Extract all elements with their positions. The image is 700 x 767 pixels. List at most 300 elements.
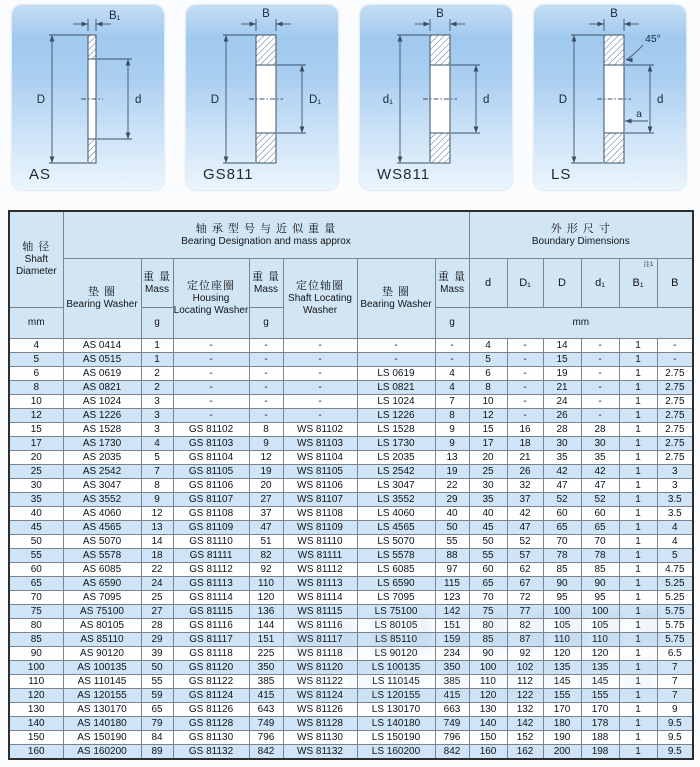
table-cell: 110 xyxy=(469,675,507,689)
table-cell: 78 xyxy=(581,549,619,563)
table-row xyxy=(9,717,693,731)
footnote-marker: 注1 xyxy=(643,261,654,268)
table-cell: 5 xyxy=(657,549,693,563)
table-cell: WS 81132 xyxy=(283,745,357,760)
table-cell: 97 xyxy=(435,563,469,577)
table-cell: 47 xyxy=(543,479,581,493)
table-cell: 7 xyxy=(141,465,173,479)
table-row xyxy=(9,367,693,381)
table-cell: 24 xyxy=(543,395,581,409)
table-cell: 178 xyxy=(581,717,619,731)
table-cell: 1 xyxy=(619,647,657,661)
unit-shaft-mm: mm xyxy=(9,308,63,339)
table-cell: 1 xyxy=(619,409,657,423)
table-cell: LS 4565 xyxy=(357,521,435,535)
table-cell: - xyxy=(249,381,283,395)
table-cell: 151 xyxy=(249,633,283,647)
table-cell: 8 xyxy=(249,423,283,437)
table-cell: 102 xyxy=(507,661,543,675)
table-cell: 1 xyxy=(619,353,657,367)
table-row xyxy=(9,353,693,367)
table-cell: 1 xyxy=(619,395,657,409)
table-cell: 2.75 xyxy=(657,437,693,451)
table-cell: 35 xyxy=(9,493,63,507)
table-cell: GS 81102 xyxy=(173,423,249,437)
table-cell: LS 80105 xyxy=(357,619,435,633)
col-header-mass-gs: 重 量 Mass xyxy=(249,259,283,308)
diagram-label: WS811 xyxy=(377,166,431,183)
table-cell: GS 81120 xyxy=(173,661,249,675)
table-cell: GS 81104 xyxy=(173,451,249,465)
table-cell: 52 xyxy=(543,493,581,507)
table-cell: 32 xyxy=(507,479,543,493)
table-cell: 842 xyxy=(435,745,469,760)
table-cell: 100 xyxy=(543,605,581,619)
table-cell: 30 xyxy=(581,437,619,451)
table-cell: 130 xyxy=(469,703,507,717)
table-cell: 1 xyxy=(619,689,657,703)
table-row xyxy=(9,437,693,451)
table-cell: - xyxy=(581,353,619,367)
table-cell: LS 0821 xyxy=(357,381,435,395)
table-cell: 100 xyxy=(9,661,63,675)
table-cell: 190 xyxy=(543,731,581,745)
table-cell: GS 81128 xyxy=(173,717,249,731)
col-header-dim-B: B xyxy=(657,259,693,308)
table-cell: 1 xyxy=(619,381,657,395)
table-cell: 19 xyxy=(543,367,581,381)
table-cell: WS 81113 xyxy=(283,577,357,591)
table-cell: LS 90120 xyxy=(357,647,435,661)
table-cell: 1 xyxy=(619,521,657,535)
table-cell: 75 xyxy=(9,605,63,619)
table-cell: 5 xyxy=(141,451,173,465)
table-cell: 14 xyxy=(543,339,581,353)
table-cell: 95 xyxy=(543,591,581,605)
table-cell: WS 81107 xyxy=(283,493,357,507)
table-row xyxy=(9,507,693,521)
table-cell: AS 3047 xyxy=(63,479,141,493)
table-cell: - xyxy=(435,353,469,367)
table-cell: 14 xyxy=(141,535,173,549)
table-cell: AS 1024 xyxy=(63,395,141,409)
table-row xyxy=(9,535,693,549)
table-cell: 85 xyxy=(469,633,507,647)
table-cell: 78 xyxy=(543,549,581,563)
table-cell: 2.75 xyxy=(657,423,693,437)
table-cell: 65 xyxy=(469,577,507,591)
table-cell: AS 0619 xyxy=(63,367,141,381)
table-cell: 350 xyxy=(435,661,469,675)
table-cell: WS 81124 xyxy=(283,689,357,703)
table-row xyxy=(9,339,693,353)
table-row xyxy=(9,745,693,760)
diagram-panel-as xyxy=(12,5,164,190)
table-cell: 6 xyxy=(9,367,63,381)
table-cell: 55 xyxy=(469,549,507,563)
table-row xyxy=(9,591,693,605)
table-cell: 18 xyxy=(141,549,173,563)
table-cell: 1 xyxy=(619,605,657,619)
table-cell: 2 xyxy=(141,367,173,381)
table-cell: GS 81124 xyxy=(173,689,249,703)
table-cell: - xyxy=(173,409,249,423)
table-cell: 19 xyxy=(435,465,469,479)
table-cell: 110 xyxy=(249,577,283,591)
table-cell: 142 xyxy=(507,717,543,731)
table-cell: - xyxy=(507,381,543,395)
table-cell: 15 xyxy=(469,423,507,437)
table-cell: 70 xyxy=(469,591,507,605)
table-cell: LS 5070 xyxy=(357,535,435,549)
svg-text:d: d xyxy=(483,94,490,106)
table-cell: LS 2035 xyxy=(357,451,435,465)
table-row xyxy=(9,661,693,675)
table-cell: AS 90120 xyxy=(63,647,141,661)
svg-text:d₁: d₁ xyxy=(382,94,393,106)
table-cell: 4.75 xyxy=(657,563,693,577)
table-cell: 60 xyxy=(9,563,63,577)
table-cell: 2 xyxy=(141,381,173,395)
table-cell: 35 xyxy=(543,451,581,465)
table-cell: - xyxy=(173,381,249,395)
col-header-dim-d1: d₁ xyxy=(581,259,619,308)
table-cell: 3 xyxy=(141,409,173,423)
table-cell: GS 81118 xyxy=(173,647,249,661)
table-cell: 643 xyxy=(249,703,283,717)
group-header-boundary-dimensions: 外 形 尺 寸 Boundary Dimensions xyxy=(469,211,693,259)
table-cell: 4 xyxy=(435,381,469,395)
table-cell: 26 xyxy=(543,409,581,423)
table-cell: - xyxy=(283,353,357,367)
table-cell: LS 1730 xyxy=(357,437,435,451)
table-cell: 160 xyxy=(469,745,507,760)
table-cell: 40 xyxy=(469,507,507,521)
table-cell: 1 xyxy=(619,367,657,381)
table-cell: 9 xyxy=(657,703,693,717)
table-cell: 17 xyxy=(9,437,63,451)
table-cell: GS 81126 xyxy=(173,703,249,717)
table-cell: - xyxy=(249,339,283,353)
table-cell: 1 xyxy=(619,661,657,675)
table-cell: 5.75 xyxy=(657,619,693,633)
table-cell: AS 1528 xyxy=(63,423,141,437)
table-cell: GS 81117 xyxy=(173,633,249,647)
table-cell: 8 xyxy=(435,409,469,423)
table-cell: 45 xyxy=(469,521,507,535)
table-cell: LS 2542 xyxy=(357,465,435,479)
table-cell: WS 81120 xyxy=(283,661,357,675)
table-cell: 10 xyxy=(469,395,507,409)
col-header-bearing-washer-ls: 垫 圈 Bearing Washer xyxy=(357,259,435,339)
col-header-shaft-diameter: 轴 径 Shaft Diameter xyxy=(9,211,63,308)
table-cell: 4 xyxy=(435,367,469,381)
svg-text:d: d xyxy=(657,94,664,106)
table-cell: 42 xyxy=(543,465,581,479)
table-cell: 35 xyxy=(581,451,619,465)
table-row xyxy=(9,465,693,479)
table-cell: AS 3552 xyxy=(63,493,141,507)
table-cell: - xyxy=(173,353,249,367)
table-cell: 65 xyxy=(581,521,619,535)
table-cell: 3.5 xyxy=(657,507,693,521)
table-cell: GS 81132 xyxy=(173,745,249,760)
table-cell: - xyxy=(283,409,357,423)
table-cell: 140 xyxy=(9,717,63,731)
table-cell: 151 xyxy=(435,619,469,633)
table-cell: - xyxy=(581,339,619,353)
table-cell: - xyxy=(435,339,469,353)
table-cell: GS 81112 xyxy=(173,563,249,577)
table-cell: 1 xyxy=(619,479,657,493)
table-cell: WS 81117 xyxy=(283,633,357,647)
table-cell: 1 xyxy=(619,535,657,549)
table-cell: 7 xyxy=(657,689,693,703)
table-cell: WS 81122 xyxy=(283,675,357,689)
table-row xyxy=(9,689,693,703)
col-header-dim-D: D xyxy=(543,259,581,308)
table-cell: 415 xyxy=(249,689,283,703)
unit-mass-g-ls: g xyxy=(435,308,469,339)
table-cell: WS 81106 xyxy=(283,479,357,493)
table-cell: 2.75 xyxy=(657,451,693,465)
table-cell: 1 xyxy=(619,717,657,731)
table-cell: - xyxy=(657,339,693,353)
table-cell: 12 xyxy=(141,507,173,521)
svg-text:B: B xyxy=(436,8,444,20)
col-header-mass-ls: 重 量 Mass xyxy=(435,259,469,308)
table-cell: GS 81110 xyxy=(173,535,249,549)
bearing-dimensions-table xyxy=(8,210,694,760)
svg-text:D: D xyxy=(36,94,45,106)
table-cell: 120 xyxy=(249,591,283,605)
table-cell: AS 4060 xyxy=(63,507,141,521)
table-cell: 10 xyxy=(9,395,63,409)
table-cell: WS 81116 xyxy=(283,619,357,633)
diagram-panel-ls xyxy=(534,5,686,190)
table-cell: 115 xyxy=(435,577,469,591)
table-cell: GS 81105 xyxy=(173,465,249,479)
table-row xyxy=(9,381,693,395)
table-row xyxy=(9,493,693,507)
table-cell: 152 xyxy=(507,731,543,745)
table-cell: GS 81122 xyxy=(173,675,249,689)
table-cell: 16 xyxy=(507,423,543,437)
table-cell: 145 xyxy=(543,675,581,689)
table-cell: 95 xyxy=(581,591,619,605)
table-cell: AS 5070 xyxy=(63,535,141,549)
table-cell: 3 xyxy=(141,395,173,409)
table-cell: 7 xyxy=(657,661,693,675)
diagram-label: AS xyxy=(29,166,52,183)
table-cell: LS 5578 xyxy=(357,549,435,563)
table-row xyxy=(9,633,693,647)
table-cell: 92 xyxy=(507,647,543,661)
svg-text:D₁: D₁ xyxy=(309,94,322,106)
diagram-label: GS811 xyxy=(203,166,254,183)
table-cell: - xyxy=(581,395,619,409)
table-cell: - xyxy=(249,367,283,381)
table-cell: 47 xyxy=(507,521,543,535)
table-cell: 170 xyxy=(543,703,581,717)
diagram-panel-gs811 xyxy=(186,5,338,190)
col-header-shaft-locating-washer: 定位轴圈 Shaft Locating Washer xyxy=(283,259,357,339)
table-cell: 70 xyxy=(9,591,63,605)
table-cell: 225 xyxy=(249,647,283,661)
table-cell: 67 xyxy=(507,577,543,591)
table-cell: AS 100135 xyxy=(63,661,141,675)
table-cell: LS 6085 xyxy=(357,563,435,577)
table-cell: 21 xyxy=(543,381,581,395)
table-cell: WS 81114 xyxy=(283,591,357,605)
table-cell: - xyxy=(357,339,435,353)
table-cell: 1 xyxy=(619,591,657,605)
table-cell: LS 160200 xyxy=(357,745,435,760)
table-cell: 188 xyxy=(581,731,619,745)
table-cell: 72 xyxy=(507,591,543,605)
table-cell: - xyxy=(249,353,283,367)
table-cell: 120 xyxy=(469,689,507,703)
table-cell: 20 xyxy=(249,479,283,493)
table-cell: 5 xyxy=(9,353,63,367)
table-cell: 29 xyxy=(435,493,469,507)
table-cell: LS 3552 xyxy=(357,493,435,507)
svg-text:d: d xyxy=(135,94,142,106)
table-cell: 47 xyxy=(249,521,283,535)
table-cell: 59 xyxy=(141,689,173,703)
table-cell: - xyxy=(283,339,357,353)
table-cell: 88 xyxy=(435,549,469,563)
table-cell: - xyxy=(283,367,357,381)
table-cell: 155 xyxy=(581,689,619,703)
table-cell: 25 xyxy=(141,591,173,605)
table-cell: - xyxy=(249,409,283,423)
table-cell: AS 0821 xyxy=(63,381,141,395)
table-cell: LS 6590 xyxy=(357,577,435,591)
table-cell: 9 xyxy=(249,437,283,451)
table-cell: GS 81111 xyxy=(173,549,249,563)
table-cell: 3 xyxy=(657,479,693,493)
col-header-dim-d: d xyxy=(469,259,507,308)
table-row xyxy=(9,703,693,717)
table-cell: LS 1226 xyxy=(357,409,435,423)
table-cell: 385 xyxy=(435,675,469,689)
table-cell: 22 xyxy=(435,479,469,493)
table-cell: 3.5 xyxy=(657,493,693,507)
table-cell: 9.5 xyxy=(657,731,693,745)
table-cell: 1 xyxy=(141,339,173,353)
table-cell: AS 1730 xyxy=(63,437,141,451)
table-cell: 9 xyxy=(141,493,173,507)
table-cell: 25 xyxy=(9,465,63,479)
table-cell: 62 xyxy=(507,563,543,577)
table-cell: 4 xyxy=(469,339,507,353)
table-cell: GS 81114 xyxy=(173,591,249,605)
table-cell: AS 0414 xyxy=(63,339,141,353)
table-cell: 27 xyxy=(141,605,173,619)
table-cell: AS 5578 xyxy=(63,549,141,563)
table-cell: 30 xyxy=(9,479,63,493)
table-cell: 105 xyxy=(581,619,619,633)
table-cell: AS 120155 xyxy=(63,689,141,703)
table-cell: 29 xyxy=(141,633,173,647)
table-cell: 123 xyxy=(435,591,469,605)
table-cell: 51 xyxy=(249,535,283,549)
table-cell: WS 81108 xyxy=(283,507,357,521)
table-cell: 1 xyxy=(141,353,173,367)
table-cell: - xyxy=(173,395,249,409)
table-row xyxy=(9,605,693,619)
table-cell: 796 xyxy=(249,731,283,745)
table-cell: 120 xyxy=(9,689,63,703)
table-cell: 1 xyxy=(619,619,657,633)
table-cell: 9.5 xyxy=(657,745,693,760)
table-cell: GS 81113 xyxy=(173,577,249,591)
table-cell: AS 7095 xyxy=(63,591,141,605)
table-cell: 15 xyxy=(543,353,581,367)
table-cell: 6.5 xyxy=(657,647,693,661)
table-row xyxy=(9,647,693,661)
table-cell: 110 xyxy=(9,675,63,689)
diagram-label: LS xyxy=(551,166,572,183)
table-cell: WS 81103 xyxy=(283,437,357,451)
table-cell: 37 xyxy=(507,493,543,507)
table-cell: 350 xyxy=(249,661,283,675)
table-cell: 9.5 xyxy=(657,717,693,731)
table-cell: 5 xyxy=(469,353,507,367)
table-cell: AS 160200 xyxy=(63,745,141,760)
table-cell: 85 xyxy=(581,563,619,577)
table-cell: 80 xyxy=(9,619,63,633)
unit-mass-g-gs: g xyxy=(249,308,283,339)
table-cell: 155 xyxy=(543,689,581,703)
table-cell: GS 81107 xyxy=(173,493,249,507)
table-cell: AS 75100 xyxy=(63,605,141,619)
table-cell: 12 xyxy=(249,451,283,465)
table-cell: 92 xyxy=(249,563,283,577)
table-cell: 749 xyxy=(249,717,283,731)
table-cell: 144 xyxy=(249,619,283,633)
table-cell: 1 xyxy=(619,507,657,521)
table-cell: 60 xyxy=(469,563,507,577)
table-cell: 15 xyxy=(9,423,63,437)
table-row xyxy=(9,451,693,465)
table-cell: 20 xyxy=(469,451,507,465)
table-cell: GS 81109 xyxy=(173,521,249,535)
table-cell: 60 xyxy=(543,507,581,521)
table-cell: WS 81115 xyxy=(283,605,357,619)
table-cell: 1 xyxy=(619,339,657,353)
svg-text:D: D xyxy=(210,94,219,106)
table-cell: - xyxy=(283,395,357,409)
table-cell: 12 xyxy=(9,409,63,423)
table-cell: 105 xyxy=(543,619,581,633)
col-header-dim-B1: 注1 B₁ xyxy=(619,259,657,308)
table-cell: GS 81115 xyxy=(173,605,249,619)
table-cell: 65 xyxy=(141,703,173,717)
table-row xyxy=(9,563,693,577)
table-cell: AS 2035 xyxy=(63,451,141,465)
table-cell: 22 xyxy=(141,563,173,577)
table-cell: LS 0619 xyxy=(357,367,435,381)
table-cell: 50 xyxy=(141,661,173,675)
table-cell: 12 xyxy=(469,409,507,423)
table-cell: 50 xyxy=(435,521,469,535)
table-cell: 1 xyxy=(619,549,657,563)
table-cell: - xyxy=(173,339,249,353)
table-row xyxy=(9,577,693,591)
table-cell: 2.75 xyxy=(657,395,693,409)
